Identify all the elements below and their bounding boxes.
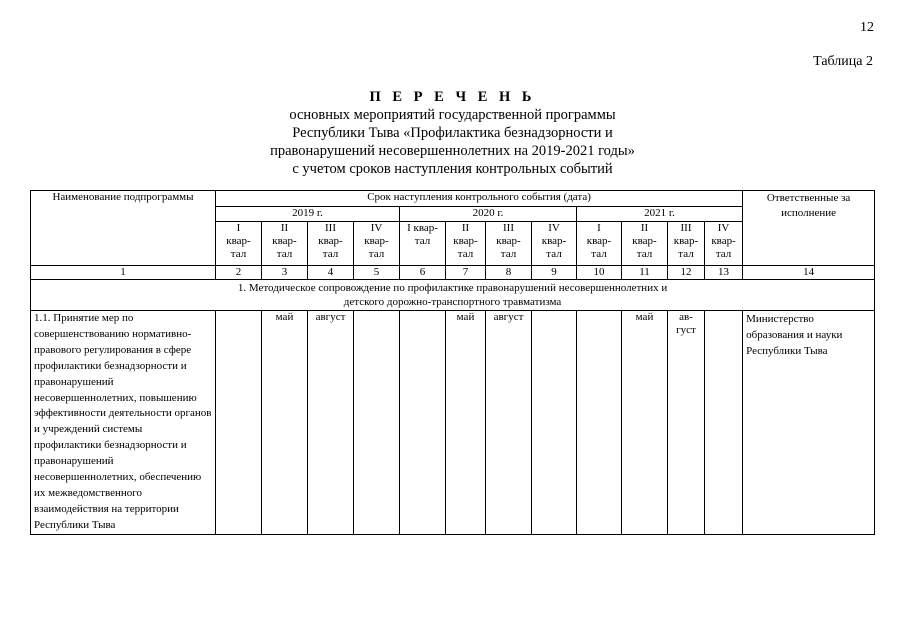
column-number: 10 xyxy=(577,266,622,280)
quarter-header: II квар- тал xyxy=(446,222,486,266)
quarter-cell: август xyxy=(486,311,532,535)
column-number: 12 xyxy=(668,266,705,280)
title-line: основных мероприятий государственной программы xyxy=(289,107,616,123)
quarter-header: III квар- тал xyxy=(668,222,705,266)
table-label: Таблица 2 xyxy=(813,54,873,69)
subprogram-name: 1.1. Принятие мер по совершенствованию нормативно-правового регулирования в сфере профилактики безнадзорности и правонарушений несовершеннолетних, повышению эффективности деятельности органов и учреждений системы профилактики безнадзорности и правонарушений несовершеннолетних, обеспечению их межведомственного взаимодействия на территории Республики Тыва xyxy=(31,311,216,535)
title-line: с учетом сроков наступления контрольных событий xyxy=(292,161,613,177)
quarter-header: II квар- тал xyxy=(262,222,308,266)
column-number: 3 xyxy=(262,266,308,280)
quarter-header: IV квар- тал xyxy=(354,222,400,266)
column-number: 9 xyxy=(532,266,577,280)
column-number: 6 xyxy=(400,266,446,280)
quarter-header: III квар- тал xyxy=(308,222,354,266)
title-line: Республики Тыва «Профилактика безнадзорности и xyxy=(292,125,613,141)
section-title: 1. Методическое сопровождение по профилактике правонарушений несовершеннолетних и детского дорожно-транспортного травматизма xyxy=(31,280,875,311)
quarter-header: IV квар- тал xyxy=(705,222,743,266)
title-heading: П Е Р Е Ч Е Н Ь xyxy=(369,89,536,105)
quarter-header: I квар- тал xyxy=(400,222,446,266)
column-number: 5 xyxy=(354,266,400,280)
quarter-header: I квар- тал xyxy=(216,222,262,266)
year-header: 2021 г. xyxy=(577,207,743,222)
quarter-cell: май xyxy=(446,311,486,535)
quarter-cell xyxy=(216,311,262,535)
quarter-cell: май xyxy=(622,311,668,535)
year-header: 2020 г. xyxy=(400,207,577,222)
column-number: 14 xyxy=(743,266,875,280)
quarter-cell xyxy=(400,311,446,535)
quarter-header: III квар- тал xyxy=(486,222,532,266)
quarter-header: I квар- тал xyxy=(577,222,622,266)
header-subprogram: Наименование подпрограммы xyxy=(31,191,216,266)
column-number: 13 xyxy=(705,266,743,280)
document-title xyxy=(0,88,905,178)
events-table xyxy=(30,190,875,535)
quarter-cell xyxy=(577,311,622,535)
quarter-cell xyxy=(705,311,743,535)
column-number: 1 xyxy=(31,266,216,280)
quarter-cell xyxy=(532,311,577,535)
quarter-cell: август xyxy=(308,311,354,535)
column-number: 7 xyxy=(446,266,486,280)
title-line: правонарушений несовершеннолетних на 2019-2021 годы» xyxy=(270,143,635,159)
header-deadline: Срок наступления контрольного события (дата) xyxy=(216,191,743,207)
quarter-header: IV квар- тал xyxy=(532,222,577,266)
column-number: 11 xyxy=(622,266,668,280)
quarter-header: II квар- тал xyxy=(622,222,668,266)
page-number: 12 xyxy=(860,20,874,35)
year-header: 2019 г. xyxy=(216,207,400,222)
column-number: 8 xyxy=(486,266,532,280)
column-number: 2 xyxy=(216,266,262,280)
quarter-cell: май xyxy=(262,311,308,535)
column-number: 4 xyxy=(308,266,354,280)
quarter-cell xyxy=(354,311,400,535)
quarter-cell: ав-густ xyxy=(668,311,705,535)
header-responsible: Ответственные за исполнение xyxy=(743,191,875,266)
responsible-cell: Министерство образования и науки Республики Тыва xyxy=(743,311,875,535)
